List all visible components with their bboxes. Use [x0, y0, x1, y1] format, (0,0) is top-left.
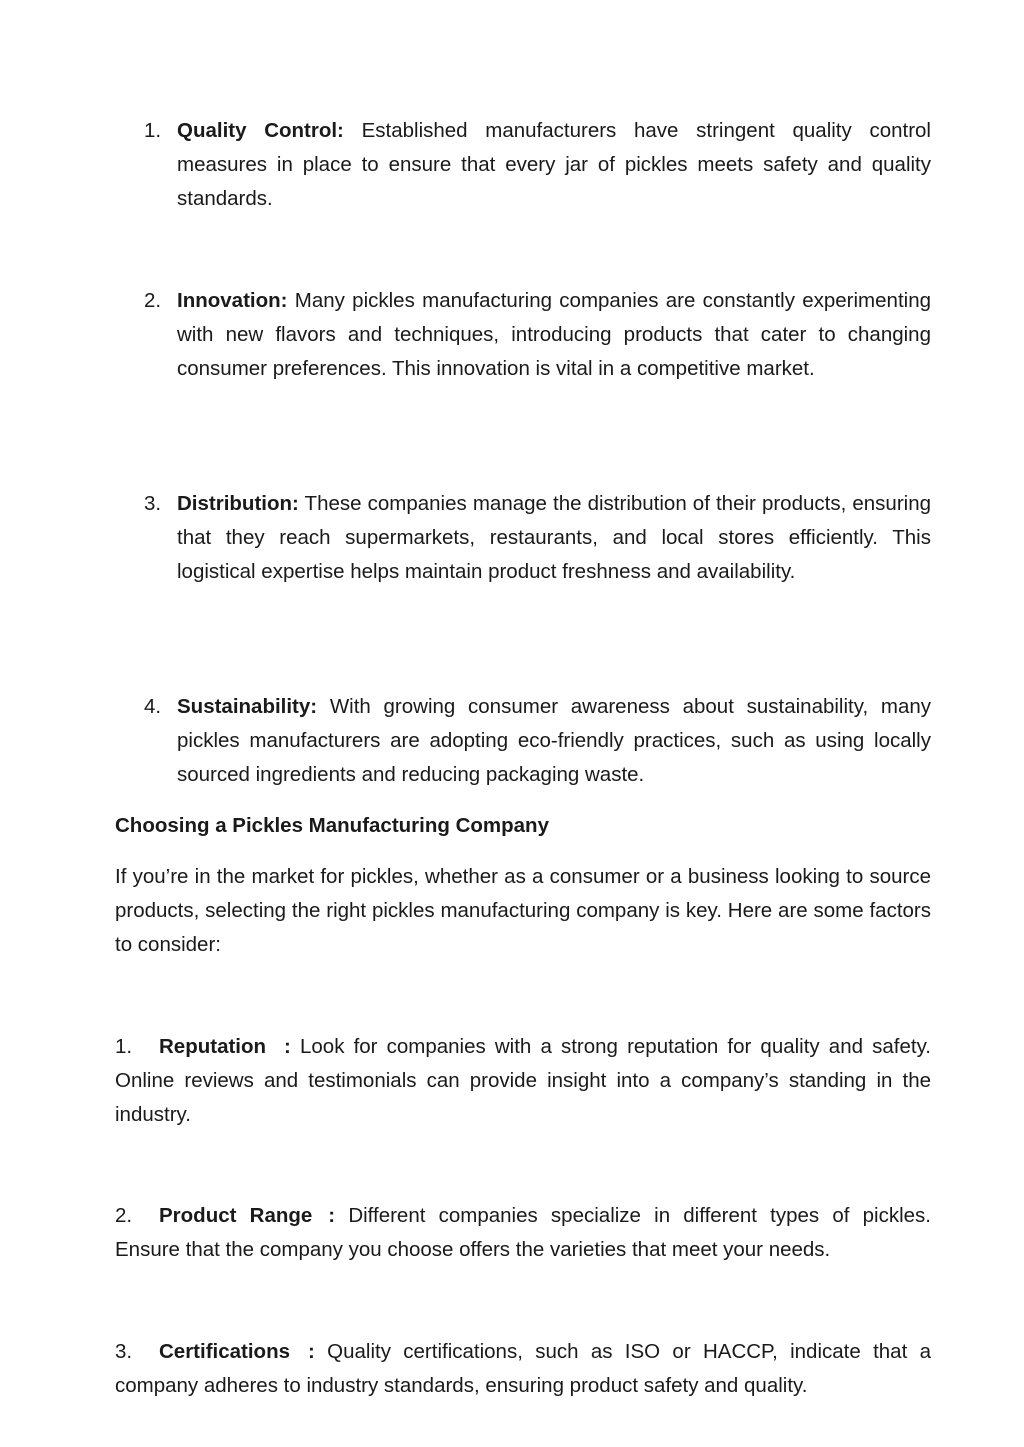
factor-term: Certifications	[159, 1340, 290, 1363]
list-item-term: Distribution:	[177, 492, 299, 515]
list-item-distribution	[144, 487, 931, 589]
list-item-body	[177, 690, 931, 792]
list-item-number: 2.	[144, 289, 162, 312]
section-heading: Choosing a Pickles Manufacturing Company	[115, 814, 549, 837]
list-item-body	[177, 114, 931, 216]
factor-number: 2.	[115, 1204, 133, 1227]
factor-colon: :	[284, 1035, 291, 1058]
factor-text: Quality certifications, such as ISO or HACCP, indicate that a company adheres to industry standards, ensuring product safety and quality.	[115, 1340, 931, 1397]
list-item-innovation	[144, 284, 931, 386]
list-item-term: Innovation:	[177, 289, 288, 312]
list-item-number: 1.	[144, 119, 162, 142]
factor-term: Reputation	[159, 1035, 267, 1058]
list-item-text: These companies manage the distribution of their products, ensuring that they reach supermarkets, restaurants, and local stores efficiently. This logistical expertise helps maintain product freshness and availability.	[177, 492, 931, 583]
list-item-sustainability	[144, 690, 931, 792]
list-item-quality-control	[144, 114, 931, 216]
list-item-term: Quality Control:	[177, 119, 344, 142]
section-intro-paragraph: If you’re in the market for pickles, whether as a consumer or a business looking to source products, selecting the right pickles manufacturing company is key. Here are some factors to consider:	[115, 865, 931, 956]
factor-colon: :	[308, 1340, 315, 1363]
list-item-text: With growing consumer awareness about sustainability, many pickles manufacturers are adopting eco-friendly practices, such as using locally sourced ingredients and reducing packaging waste.	[177, 695, 931, 786]
list-item-term: Sustainability:	[177, 695, 318, 718]
factor-text: Look for companies with a strong reputation for quality and safety. Online reviews and testimonials can provide insight into a company’s standing in the industry.	[115, 1035, 931, 1126]
factor-colon: :	[328, 1204, 336, 1227]
factor-number: 1.	[115, 1035, 133, 1058]
list-item-number: 4.	[144, 695, 162, 718]
list-item-body	[177, 284, 931, 386]
list-item-number: 3.	[144, 492, 162, 515]
factor-number: 3.	[115, 1340, 133, 1363]
factor-term: Product Range	[159, 1204, 313, 1227]
list-item-text: Established manufacturers have stringent quality control measures in place to ensure that every jar of pickles meets safety and quality standards.	[177, 119, 931, 210]
factor-certifications	[115, 1335, 931, 1403]
list-item-text: Many pickles manufacturing companies are constantly experimenting with new flavors and techniques, introducing products that cater to changing consumer preferences. This innovation is vital in a competitive market.	[177, 289, 931, 380]
factor-reputation	[115, 1030, 931, 1132]
factor-product-range	[115, 1199, 931, 1267]
list-item-body	[177, 487, 931, 589]
factor-text: Different companies specialize in different types of pickles. Ensure that the company you choose offers the varieties that meet your needs.	[115, 1204, 932, 1261]
